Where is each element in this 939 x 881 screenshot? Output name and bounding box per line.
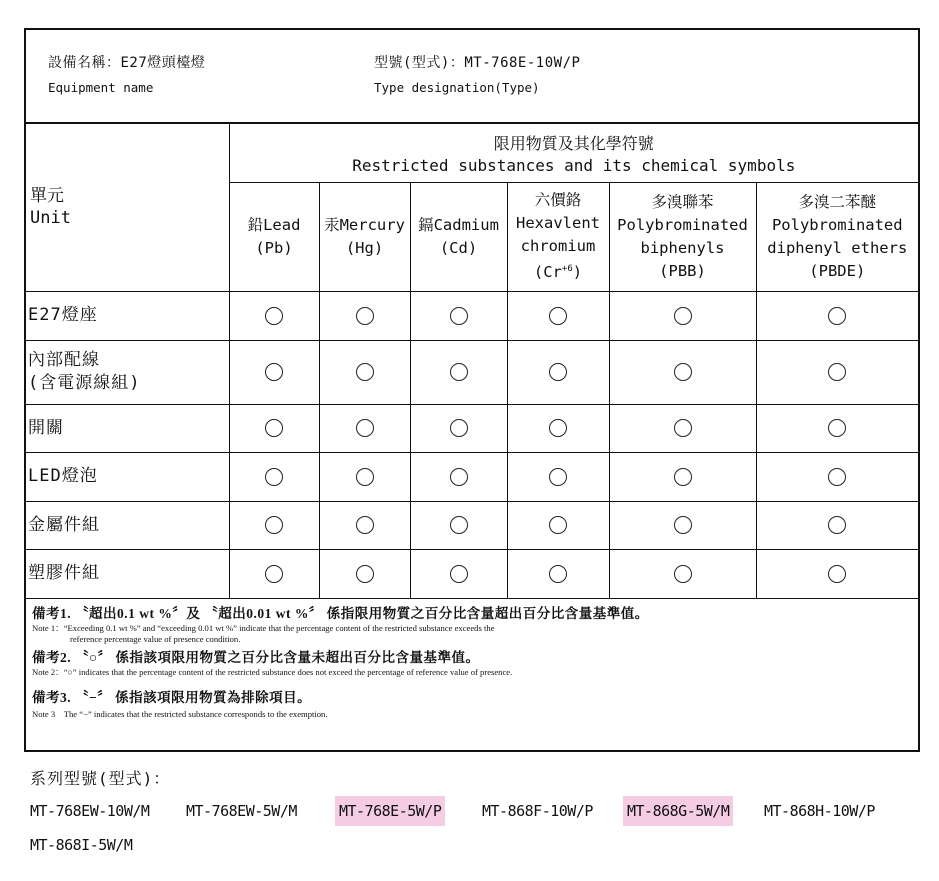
compliant-circle-icon bbox=[356, 468, 374, 486]
table-row bbox=[26, 549, 918, 598]
table-row bbox=[26, 404, 918, 452]
column-header-line: Polybrominated bbox=[617, 215, 748, 234]
notes-section bbox=[32, 602, 912, 720]
column-header-lead bbox=[229, 182, 319, 291]
row-label-cell bbox=[26, 404, 229, 452]
status-cell bbox=[756, 340, 918, 404]
status-cell bbox=[319, 501, 410, 549]
column-header-hexavalent-chromium bbox=[507, 182, 609, 291]
compliant-circle-icon bbox=[265, 363, 283, 381]
status-cell bbox=[229, 501, 319, 549]
status-cell bbox=[319, 291, 410, 340]
compliant-circle-icon bbox=[549, 468, 567, 486]
status-cell bbox=[507, 549, 609, 598]
status-cell bbox=[609, 549, 756, 598]
status-cell bbox=[756, 291, 918, 340]
column-header-line: 六價鉻 bbox=[534, 190, 582, 209]
compliant-circle-icon bbox=[549, 307, 567, 325]
equipment-name-label: 設備名稱：E27燈頭檯燈 bbox=[48, 55, 206, 71]
status-cell bbox=[319, 452, 410, 501]
series-model-highlighted: MT-868G-5W/M bbox=[623, 796, 733, 826]
compliant-circle-icon bbox=[356, 363, 374, 381]
row-label: E27燈座 bbox=[28, 305, 98, 325]
column-header-line: 多溴聯苯 bbox=[651, 192, 714, 211]
compliant-circle-icon bbox=[674, 363, 692, 381]
compliant-circle-icon bbox=[356, 419, 374, 437]
compliant-circle-icon bbox=[549, 565, 567, 583]
compliant-circle-icon bbox=[828, 468, 846, 486]
status-cell bbox=[507, 291, 609, 340]
note-1-en: Note 1：“Exceeding 0.1 wt %” and “exceeding 0.01 wt %” indicate that the percentage content of the restricted substance exceeds the bbox=[32, 623, 495, 633]
compliant-circle-icon bbox=[549, 419, 567, 437]
row-label: 金屬件組 bbox=[28, 514, 100, 535]
compliant-circle-icon bbox=[265, 419, 283, 437]
equipment-name-label-en: Equipment name bbox=[48, 80, 154, 95]
unit-header-cell bbox=[26, 124, 229, 291]
compliant-circle-icon bbox=[265, 516, 283, 534]
note-1-en-continued: reference percentage value of presence condition. bbox=[70, 634, 241, 644]
compliant-circle-icon bbox=[356, 565, 374, 583]
note-1-zh: 備考1. 〝超出0.1 wt %〞及 〝超出0.01 wt %〞 係指限用物質之百分比含量超出百分比含量基準值。 bbox=[32, 606, 649, 621]
status-cell bbox=[756, 549, 918, 598]
column-header-line: (PBB) bbox=[659, 261, 706, 280]
series-model: MT-868F-10W/P bbox=[482, 802, 593, 820]
compliant-circle-icon bbox=[828, 565, 846, 583]
status-cell bbox=[609, 404, 756, 452]
column-header-line: (Pb) bbox=[255, 238, 293, 257]
group-header-row bbox=[26, 124, 918, 182]
note-3-zh: 備考3. 〝−〞 係指該項限用物質為排除項目。 bbox=[32, 690, 312, 705]
column-header-pbde bbox=[756, 182, 918, 291]
series-model: MT-868H-10W/P bbox=[764, 802, 875, 820]
row-label: 內部配線 bbox=[28, 350, 100, 370]
row-label-cell bbox=[26, 340, 229, 404]
compliant-circle-icon bbox=[674, 468, 692, 486]
row-label-cell bbox=[26, 452, 229, 501]
group-title-en: Restricted substances and its chemical symbols bbox=[352, 155, 796, 175]
row-label-cell bbox=[26, 291, 229, 340]
status-cell bbox=[507, 501, 609, 549]
unit-label-en: Unit bbox=[30, 208, 71, 229]
status-cell bbox=[507, 340, 609, 404]
compliant-circle-icon bbox=[450, 516, 468, 534]
compliant-circle-icon bbox=[828, 516, 846, 534]
column-header-line: Hexavlent bbox=[516, 213, 600, 232]
status-cell bbox=[507, 404, 609, 452]
row-label: 塑膠件組 bbox=[28, 563, 100, 583]
status-cell bbox=[229, 452, 319, 501]
column-header-line: 汞Mercury bbox=[324, 215, 405, 234]
table-row bbox=[26, 452, 918, 501]
note-3-en: Note 3 The “−” indicates that the restricted substance corresponds to the exemption. bbox=[32, 709, 328, 719]
table-row bbox=[26, 340, 918, 404]
type-designation-label: 型號(型式)：MT-768E-10W/P bbox=[374, 55, 581, 71]
column-header-line: 多溴二苯醚 bbox=[798, 192, 877, 211]
chromium-valence: +6 bbox=[561, 263, 573, 274]
declaration-frame bbox=[24, 28, 920, 752]
status-cell bbox=[319, 404, 410, 452]
status-cell bbox=[609, 501, 756, 549]
status-cell bbox=[609, 452, 756, 501]
status-cell bbox=[756, 501, 918, 549]
row-label-cell bbox=[26, 549, 229, 598]
compliant-circle-icon bbox=[450, 565, 468, 583]
table-row bbox=[26, 501, 918, 549]
column-header-line: Polybrominated bbox=[771, 215, 903, 234]
column-header-line: diphenyl ethers bbox=[767, 238, 908, 257]
status-cell bbox=[410, 291, 507, 340]
status-cell bbox=[229, 404, 319, 452]
compliant-circle-icon bbox=[450, 468, 468, 486]
row-label: 開關 bbox=[28, 417, 64, 438]
compliant-circle-icon bbox=[828, 307, 846, 325]
compliant-circle-icon bbox=[356, 516, 374, 534]
compliant-circle-icon bbox=[674, 307, 692, 325]
chromium-symbol: (Cr bbox=[533, 263, 562, 282]
status-cell bbox=[410, 501, 507, 549]
compliant-circle-icon bbox=[265, 307, 283, 325]
status-cell bbox=[507, 452, 609, 501]
compliant-circle-icon bbox=[549, 363, 567, 381]
series-model-highlighted: MT-768E-5W/P bbox=[335, 796, 445, 826]
status-cell bbox=[609, 340, 756, 404]
status-cell bbox=[410, 404, 507, 452]
column-header-line: (Hg) bbox=[345, 238, 384, 257]
note-2-en: Note 2：“○” indicates that the percentage content of the restricted substance does not exceed the percentage of reference value of presence. bbox=[32, 667, 513, 677]
series-model: MT-768EW-5W/M bbox=[186, 802, 297, 820]
status-cell bbox=[609, 291, 756, 340]
row-label: LED燈泡 bbox=[28, 466, 98, 486]
column-header-line: (PBDE) bbox=[809, 261, 866, 280]
status-cell bbox=[319, 549, 410, 598]
column-header-line: 鉛Lead bbox=[247, 215, 301, 234]
substances-group-header bbox=[229, 124, 918, 182]
compliant-circle-icon bbox=[828, 419, 846, 437]
group-title-zh: 限用物質及其化學符號 bbox=[493, 133, 654, 153]
status-cell bbox=[319, 340, 410, 404]
type-designation-label-en: Type designation(Type) bbox=[374, 80, 540, 95]
compliant-circle-icon bbox=[674, 565, 692, 583]
status-cell bbox=[229, 340, 319, 404]
column-header-line: 鎘Cadmium bbox=[418, 215, 499, 234]
compliant-circle-icon bbox=[450, 307, 468, 325]
status-cell bbox=[756, 404, 918, 452]
series-model: MT-768EW-10W/M bbox=[30, 802, 150, 820]
note-2-zh: 備考2. 〝○〞 係指該項限用物質之百分比含量未超出百分比含量基準值。 bbox=[32, 650, 480, 665]
compliant-circle-icon bbox=[356, 307, 374, 325]
compliant-circle-icon bbox=[549, 516, 567, 534]
status-cell bbox=[410, 549, 507, 598]
compliant-circle-icon bbox=[674, 419, 692, 437]
table-row bbox=[26, 291, 918, 340]
compliant-circle-icon bbox=[265, 468, 283, 486]
row-label-cell bbox=[26, 501, 229, 549]
status-cell bbox=[410, 452, 507, 501]
compliant-circle-icon bbox=[450, 419, 468, 437]
chromium-symbol-end: ) bbox=[572, 263, 583, 282]
column-header-mercury bbox=[319, 182, 410, 291]
column-header-cadmium bbox=[410, 182, 507, 291]
status-cell bbox=[410, 340, 507, 404]
status-cell bbox=[756, 452, 918, 501]
header-section bbox=[26, 30, 918, 124]
column-header-line: biphenyls bbox=[640, 238, 725, 257]
column-header-line: (Cd) bbox=[439, 238, 478, 257]
column-header-line: chromium bbox=[520, 236, 596, 255]
column-header-line bbox=[508, 258, 609, 284]
unit-label-zh: 單元 bbox=[30, 186, 64, 207]
restricted-substances-table bbox=[26, 124, 918, 599]
compliant-circle-icon bbox=[450, 363, 468, 381]
series-model: MT-868I-5W/M bbox=[30, 836, 133, 854]
series-models-title: 系列型號(型式)： bbox=[30, 769, 171, 788]
status-cell bbox=[229, 291, 319, 340]
compliant-circle-icon bbox=[828, 363, 846, 381]
status-cell bbox=[229, 549, 319, 598]
compliant-circle-icon bbox=[674, 516, 692, 534]
compliant-circle-icon bbox=[265, 565, 283, 583]
row-label-secondary: (含電源線組) bbox=[28, 373, 141, 393]
column-header-pbb bbox=[609, 182, 756, 291]
